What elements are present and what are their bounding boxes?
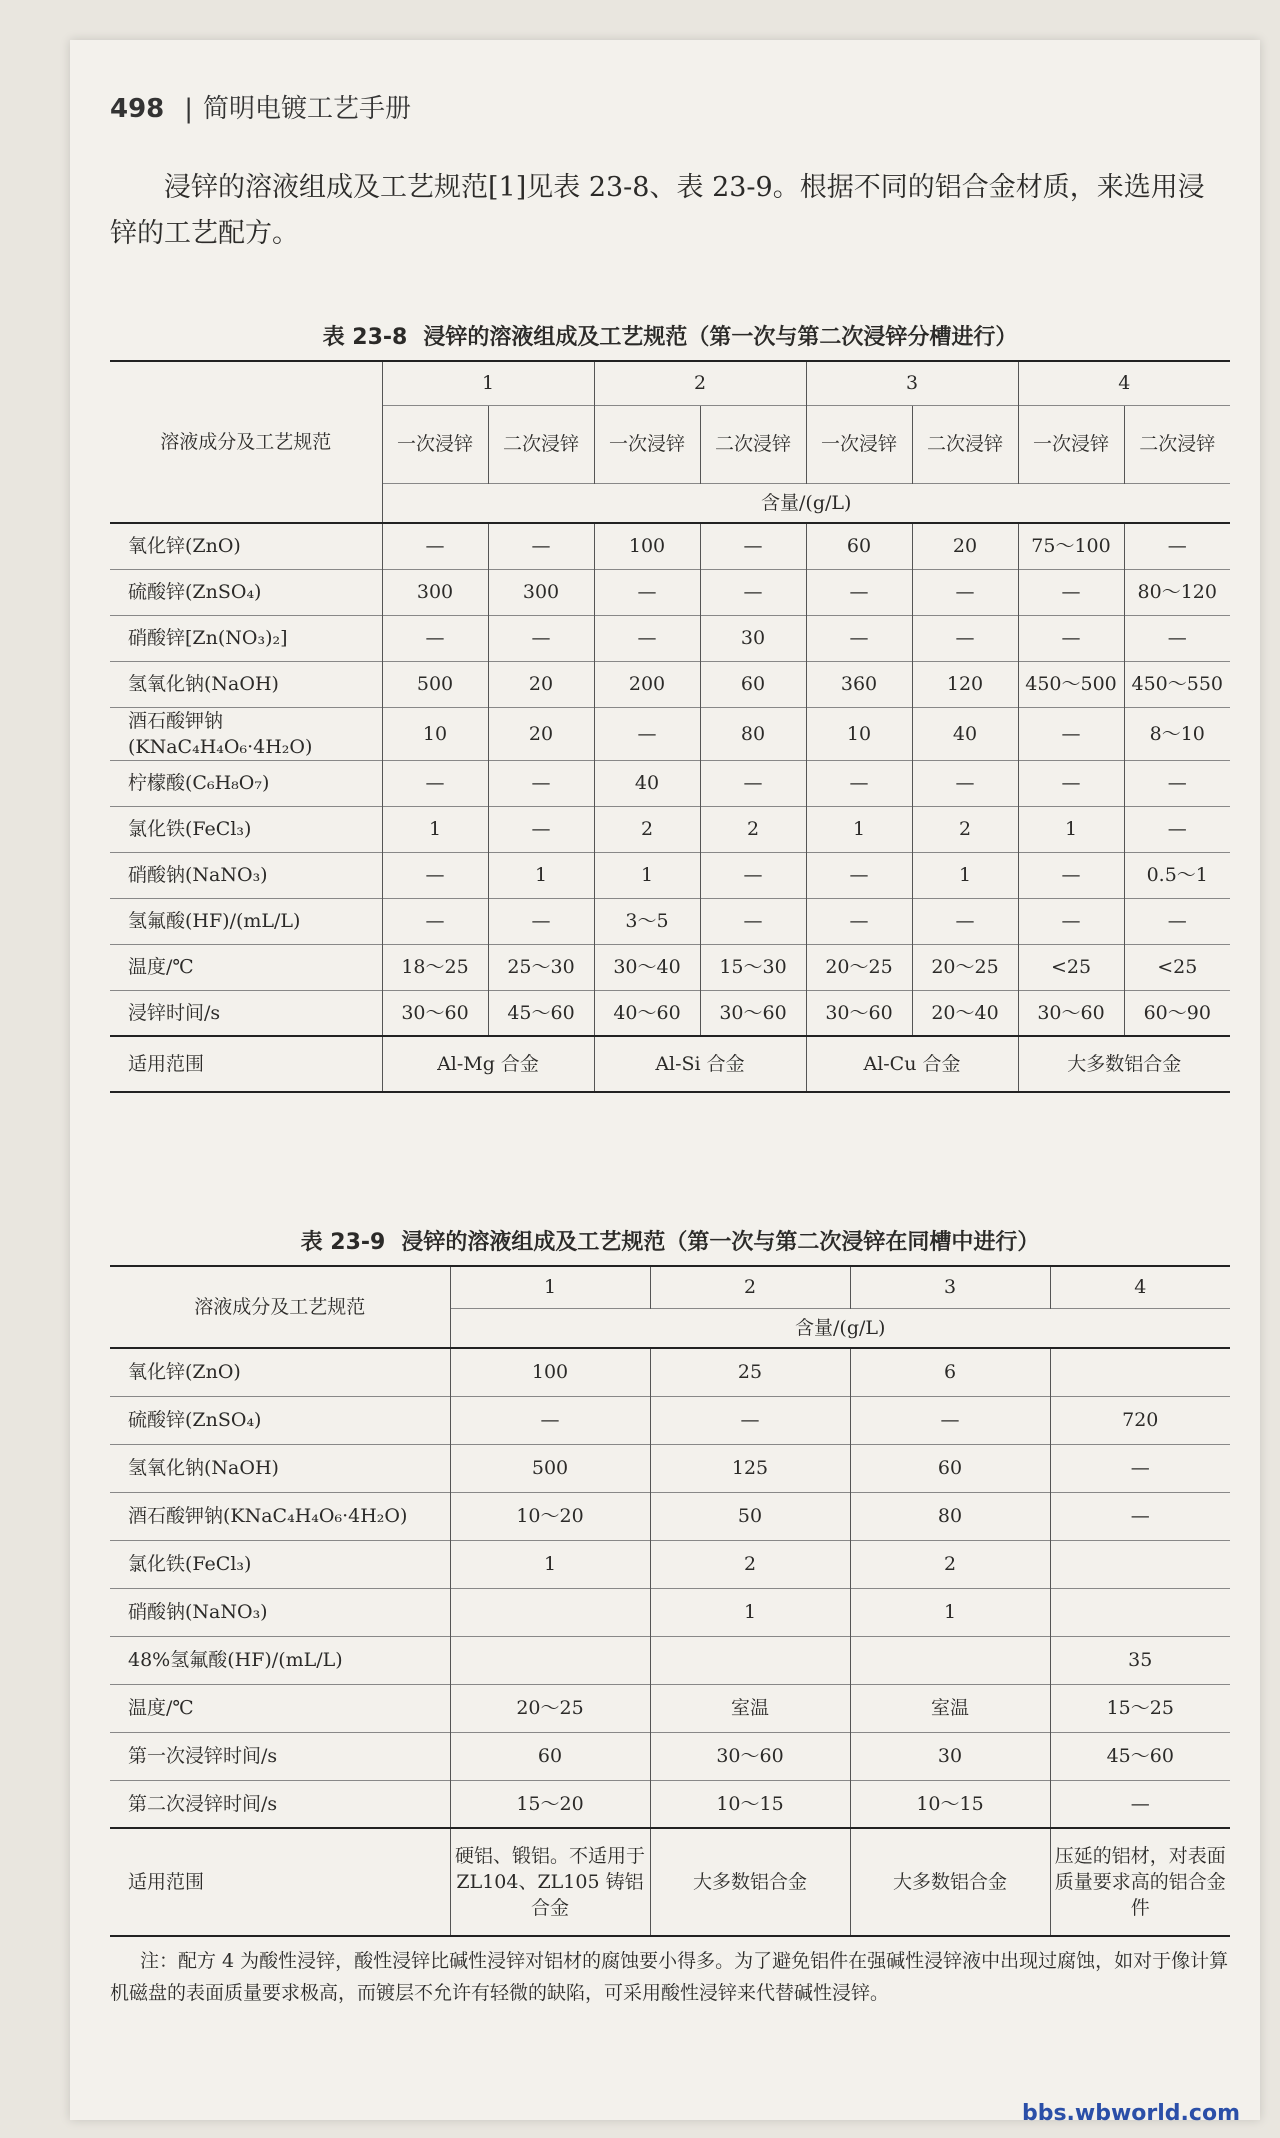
row-label: 氧化锌(ZnO) bbox=[110, 523, 382, 569]
table-cell: — bbox=[1050, 1492, 1230, 1540]
table-cell: — bbox=[650, 1396, 850, 1444]
table1-row-header: 溶液成分及工艺规范 bbox=[110, 361, 382, 523]
table2-row-header: 溶液成分及工艺规范 bbox=[110, 1266, 450, 1348]
table-cell: 80～120 bbox=[1124, 569, 1230, 615]
table-cell: — bbox=[912, 898, 1018, 944]
table-cell: 15～20 bbox=[450, 1780, 650, 1828]
table-cell: 125 bbox=[650, 1444, 850, 1492]
table1-unit: 含量/(g/L) bbox=[382, 483, 1230, 523]
table2-caption bbox=[110, 1225, 1230, 1256]
table-row bbox=[110, 1396, 1230, 1444]
row-label: 浸锌时间/s bbox=[110, 990, 382, 1036]
table-cell bbox=[650, 1636, 850, 1684]
table-cell: 80 bbox=[850, 1492, 1050, 1540]
book-title: 简明电镀工艺手册 bbox=[203, 94, 412, 124]
table-cell: 0.5～1 bbox=[1124, 852, 1230, 898]
table-cell: — bbox=[488, 760, 594, 806]
table-cell: 450～500 bbox=[1018, 661, 1124, 707]
table-cell: 3～5 bbox=[594, 898, 700, 944]
page-header bbox=[110, 88, 411, 125]
table-cell: 10 bbox=[382, 707, 488, 760]
table-cell: 30～60 bbox=[700, 990, 806, 1036]
table-cell: — bbox=[382, 852, 488, 898]
table1-subheader: 一次浸锌 bbox=[382, 405, 488, 483]
table-row bbox=[110, 1588, 1230, 1636]
table-cell: — bbox=[700, 760, 806, 806]
table-cell: 60 bbox=[850, 1444, 1050, 1492]
table-cell: — bbox=[594, 707, 700, 760]
table-cell: 30～60 bbox=[806, 990, 912, 1036]
table-cell: 300 bbox=[488, 569, 594, 615]
table-cell: 100 bbox=[594, 523, 700, 569]
table-row bbox=[110, 661, 1230, 707]
table-cell: 60 bbox=[806, 523, 912, 569]
table-cell: — bbox=[912, 569, 1018, 615]
table-cell: — bbox=[806, 852, 912, 898]
table-cell: 40～60 bbox=[594, 990, 700, 1036]
table1-subheader: 二次浸锌 bbox=[912, 405, 1018, 483]
table1-scope-cell: Al-Cu 合金 bbox=[806, 1036, 1018, 1092]
table-cell: — bbox=[1050, 1780, 1230, 1828]
row-label: 温度/℃ bbox=[110, 1684, 450, 1732]
table-row bbox=[110, 1492, 1230, 1540]
table2-group-header: 1 bbox=[450, 1266, 650, 1308]
table-cell: 6 bbox=[850, 1348, 1050, 1396]
row-label: 酒石酸钾钠(KNaC₄H₄O₆·4H₂O) bbox=[110, 707, 382, 760]
table-cell bbox=[450, 1588, 650, 1636]
table-cell bbox=[450, 1636, 650, 1684]
row-label: 温度/℃ bbox=[110, 944, 382, 990]
table-cell: — bbox=[488, 615, 594, 661]
table-cell: 20～40 bbox=[912, 990, 1018, 1036]
table-cell: <25 bbox=[1018, 944, 1124, 990]
table2-group-header: 3 bbox=[850, 1266, 1050, 1308]
table-cell: — bbox=[488, 898, 594, 944]
row-label: 硝酸钠(NaNO₃) bbox=[110, 1588, 450, 1636]
table1-scope-cell: 大多数铝合金 bbox=[1018, 1036, 1230, 1092]
table2-group-header: 2 bbox=[650, 1266, 850, 1308]
table-cell: — bbox=[806, 615, 912, 661]
row-label: 第一次浸锌时间/s bbox=[110, 1732, 450, 1780]
table-cell: 360 bbox=[806, 661, 912, 707]
table1-subheader: 一次浸锌 bbox=[806, 405, 912, 483]
table-cell bbox=[1050, 1588, 1230, 1636]
table-cell: — bbox=[382, 898, 488, 944]
row-label: 氧化锌(ZnO) bbox=[110, 1348, 450, 1396]
table-cell: 50 bbox=[650, 1492, 850, 1540]
table-cell: 100 bbox=[450, 1348, 650, 1396]
row-label: 氯化铁(FeCl₃) bbox=[110, 1540, 450, 1588]
table-note bbox=[110, 1945, 1230, 2009]
table-cell: 720 bbox=[1050, 1396, 1230, 1444]
table-cell: <25 bbox=[1124, 944, 1230, 990]
table-cell: 30～60 bbox=[1018, 990, 1124, 1036]
table1-number: 表 23-8 bbox=[322, 325, 408, 350]
table-cell: 2 bbox=[650, 1540, 850, 1588]
table-cell: 40 bbox=[594, 760, 700, 806]
table-cell: 20～25 bbox=[806, 944, 912, 990]
table-cell: — bbox=[1124, 760, 1230, 806]
table-cell: — bbox=[1018, 707, 1124, 760]
intro-paragraph bbox=[110, 165, 1230, 257]
row-label: 柠檬酸(C₆H₈O₇) bbox=[110, 760, 382, 806]
table2-title: 浸锌的溶液组成及工艺规范（第一次与第二次浸锌在同槽中进行） bbox=[401, 1230, 1040, 1255]
table-cell: — bbox=[700, 523, 806, 569]
table-cell bbox=[1050, 1348, 1230, 1396]
table-cell: — bbox=[488, 523, 594, 569]
table-cell: 30～60 bbox=[382, 990, 488, 1036]
table-cell: 60～90 bbox=[1124, 990, 1230, 1036]
table2-scope-cell: 压延的铝材，对表面质量要求高的铝合金件 bbox=[1050, 1828, 1230, 1936]
table-cell: 20 bbox=[912, 523, 1018, 569]
table-row bbox=[110, 1444, 1230, 1492]
table-cell bbox=[1050, 1540, 1230, 1588]
table2-scope-cell: 硬铝、锻铝。不适用于 ZL104、ZL105 铸铝合金 bbox=[450, 1828, 650, 1936]
table-row bbox=[110, 1540, 1230, 1588]
table-cell: — bbox=[382, 760, 488, 806]
table-cell: — bbox=[1018, 760, 1124, 806]
table-cell: — bbox=[912, 760, 1018, 806]
row-label: 氢氧化钠(NaOH) bbox=[110, 1444, 450, 1492]
table1-subheader: 一次浸锌 bbox=[1018, 405, 1124, 483]
table-cell: 20～25 bbox=[450, 1684, 650, 1732]
table-cell: 15～30 bbox=[700, 944, 806, 990]
table-cell: 20 bbox=[488, 707, 594, 760]
table-cell: 25～30 bbox=[488, 944, 594, 990]
table1-subheader: 二次浸锌 bbox=[700, 405, 806, 483]
table-cell: 45～60 bbox=[488, 990, 594, 1036]
row-label: 硫酸锌(ZnSO₄) bbox=[110, 569, 382, 615]
table1-group-header: 4 bbox=[1018, 361, 1230, 405]
table-cell: 45～60 bbox=[1050, 1732, 1230, 1780]
table-row bbox=[110, 760, 1230, 806]
table-cell: — bbox=[700, 569, 806, 615]
table-cell: 35 bbox=[1050, 1636, 1230, 1684]
row-label: 氢氟酸(HF)/(mL/L) bbox=[110, 898, 382, 944]
table-cell: — bbox=[700, 852, 806, 898]
table-cell: 10 bbox=[806, 707, 912, 760]
table-cell: — bbox=[1124, 523, 1230, 569]
table-cell: 室温 bbox=[650, 1684, 850, 1732]
table-row bbox=[110, 852, 1230, 898]
table1-caption bbox=[110, 320, 1230, 351]
table-cell: 1 bbox=[382, 806, 488, 852]
table2-scope-label: 适用范围 bbox=[110, 1828, 450, 1936]
table-cell: 300 bbox=[382, 569, 488, 615]
table-cell: — bbox=[912, 615, 1018, 661]
table2-unit: 含量/(g/L) bbox=[450, 1308, 1230, 1348]
table-cell: 75～100 bbox=[1018, 523, 1124, 569]
table-23-9 bbox=[110, 1265, 1230, 1937]
table-cell: 60 bbox=[450, 1732, 650, 1780]
table-cell: 500 bbox=[382, 661, 488, 707]
table-cell: — bbox=[594, 569, 700, 615]
row-label: 氢氧化钠(NaOH) bbox=[110, 661, 382, 707]
table-cell: 1 bbox=[594, 852, 700, 898]
table-cell: 2 bbox=[912, 806, 1018, 852]
row-label: 酒石酸钾钠(KNaC₄H₄O₆·4H₂O) bbox=[110, 1492, 450, 1540]
row-label: 硝酸锌[Zn(NO₃)₂] bbox=[110, 615, 382, 661]
table1-title: 浸锌的溶液组成及工艺规范（第一次与第二次浸锌分槽进行） bbox=[423, 325, 1018, 350]
table-row bbox=[110, 615, 1230, 661]
table-cell: — bbox=[594, 615, 700, 661]
row-label: 氯化铁(FeCl₃) bbox=[110, 806, 382, 852]
table-cell: 2 bbox=[594, 806, 700, 852]
table-cell: — bbox=[382, 523, 488, 569]
table-cell: 40 bbox=[912, 707, 1018, 760]
table-cell: 15～25 bbox=[1050, 1684, 1230, 1732]
table-row bbox=[110, 707, 1230, 760]
table-cell: 2 bbox=[850, 1540, 1050, 1588]
table-cell: — bbox=[1018, 615, 1124, 661]
table-cell: — bbox=[1124, 898, 1230, 944]
table-row bbox=[110, 1732, 1230, 1780]
table-cell: — bbox=[1018, 569, 1124, 615]
watermark: bbs.wbworld.com bbox=[1021, 2101, 1240, 2126]
table2-scope-cell: 大多数铝合金 bbox=[650, 1828, 850, 1936]
table-cell: — bbox=[382, 615, 488, 661]
table-row bbox=[110, 944, 1230, 990]
table1-scope-cell: Al-Mg 合金 bbox=[382, 1036, 594, 1092]
table1-scope-label: 适用范围 bbox=[110, 1036, 382, 1092]
table-cell: 室温 bbox=[850, 1684, 1050, 1732]
table2-number: 表 23-9 bbox=[300, 1230, 386, 1255]
table-row bbox=[110, 569, 1230, 615]
table-row bbox=[110, 806, 1230, 852]
table-cell: 30～60 bbox=[650, 1732, 850, 1780]
table-cell: — bbox=[488, 806, 594, 852]
table-cell: — bbox=[450, 1396, 650, 1444]
table-cell: 30 bbox=[850, 1732, 1050, 1780]
table-cell bbox=[850, 1636, 1050, 1684]
table1-group-header: 3 bbox=[806, 361, 1018, 405]
table-cell: 80 bbox=[700, 707, 806, 760]
table-cell: 2 bbox=[700, 806, 806, 852]
table1-group-header: 2 bbox=[594, 361, 806, 405]
table-cell: — bbox=[700, 898, 806, 944]
table-cell: 500 bbox=[450, 1444, 650, 1492]
table-cell: 120 bbox=[912, 661, 1018, 707]
note-text: 注：配方 4 为酸性浸锌，酸性浸锌比碱性浸锌对铝材的腐蚀要小得多。为了避免铝件在强碱性浸锌液中出现过腐蚀，如对于像计算机磁盘的表面质量要求极高，而镀层不允许有轻微的缺陷，可采用酸性浸锌来代替碱性浸锌。 bbox=[110, 1950, 1229, 2004]
table-cell: 10～15 bbox=[850, 1780, 1050, 1828]
table1-scope-cell: Al-Si 合金 bbox=[594, 1036, 806, 1092]
table-cell: — bbox=[1124, 615, 1230, 661]
table-cell: — bbox=[1050, 1444, 1230, 1492]
table-cell: 10～15 bbox=[650, 1780, 850, 1828]
table-row bbox=[110, 990, 1230, 1036]
table-cell: 30～40 bbox=[594, 944, 700, 990]
table-cell: 200 bbox=[594, 661, 700, 707]
table-cell: 10～20 bbox=[450, 1492, 650, 1540]
table-cell: 1 bbox=[450, 1540, 650, 1588]
table-cell: 60 bbox=[700, 661, 806, 707]
table1-subheader: 二次浸锌 bbox=[488, 405, 594, 483]
table-cell: — bbox=[1124, 806, 1230, 852]
table-cell: 8～10 bbox=[1124, 707, 1230, 760]
table-row bbox=[110, 898, 1230, 944]
table-cell: — bbox=[1018, 852, 1124, 898]
table-cell: — bbox=[806, 898, 912, 944]
table-cell: 1 bbox=[488, 852, 594, 898]
table-cell: 1 bbox=[1018, 806, 1124, 852]
table-row bbox=[110, 1780, 1230, 1828]
table-cell: 1 bbox=[850, 1588, 1050, 1636]
row-label: 硝酸钠(NaNO₃) bbox=[110, 852, 382, 898]
table2-scope-cell: 大多数铝合金 bbox=[850, 1828, 1050, 1936]
table-cell: 25 bbox=[650, 1348, 850, 1396]
book-page bbox=[70, 40, 1260, 2120]
table-cell: — bbox=[850, 1396, 1050, 1444]
table-cell: — bbox=[806, 760, 912, 806]
table-cell: 1 bbox=[650, 1588, 850, 1636]
table-cell: 18～25 bbox=[382, 944, 488, 990]
table1-subheader: 二次浸锌 bbox=[1124, 405, 1230, 483]
table-cell: 20 bbox=[488, 661, 594, 707]
table-row bbox=[110, 1348, 1230, 1396]
table-cell: 450～550 bbox=[1124, 661, 1230, 707]
header-separator: | bbox=[184, 94, 194, 124]
table-row bbox=[110, 1684, 1230, 1732]
table-cell: 1 bbox=[912, 852, 1018, 898]
table-cell: 30 bbox=[700, 615, 806, 661]
intro-text: 浸锌的溶液组成及工艺规范[1]见表 23-8、表 23-9。根据不同的铝合金材质，来选用浸锌的工艺配方。 bbox=[110, 172, 1205, 249]
row-label: 硫酸锌(ZnSO₄) bbox=[110, 1396, 450, 1444]
row-label: 第二次浸锌时间/s bbox=[110, 1780, 450, 1828]
table-cell: 1 bbox=[806, 806, 912, 852]
table1-subheader: 一次浸锌 bbox=[594, 405, 700, 483]
table2-group-header: 4 bbox=[1050, 1266, 1230, 1308]
table-row bbox=[110, 523, 1230, 569]
table-cell: — bbox=[1018, 898, 1124, 944]
table1-group-header: 1 bbox=[382, 361, 594, 405]
row-label: 48%氢氟酸(HF)/(mL/L) bbox=[110, 1636, 450, 1684]
table-cell: — bbox=[806, 569, 912, 615]
table-cell: 20～25 bbox=[912, 944, 1018, 990]
page-number: 498 bbox=[110, 94, 165, 124]
table-row bbox=[110, 1636, 1230, 1684]
table-23-8 bbox=[110, 360, 1230, 1093]
